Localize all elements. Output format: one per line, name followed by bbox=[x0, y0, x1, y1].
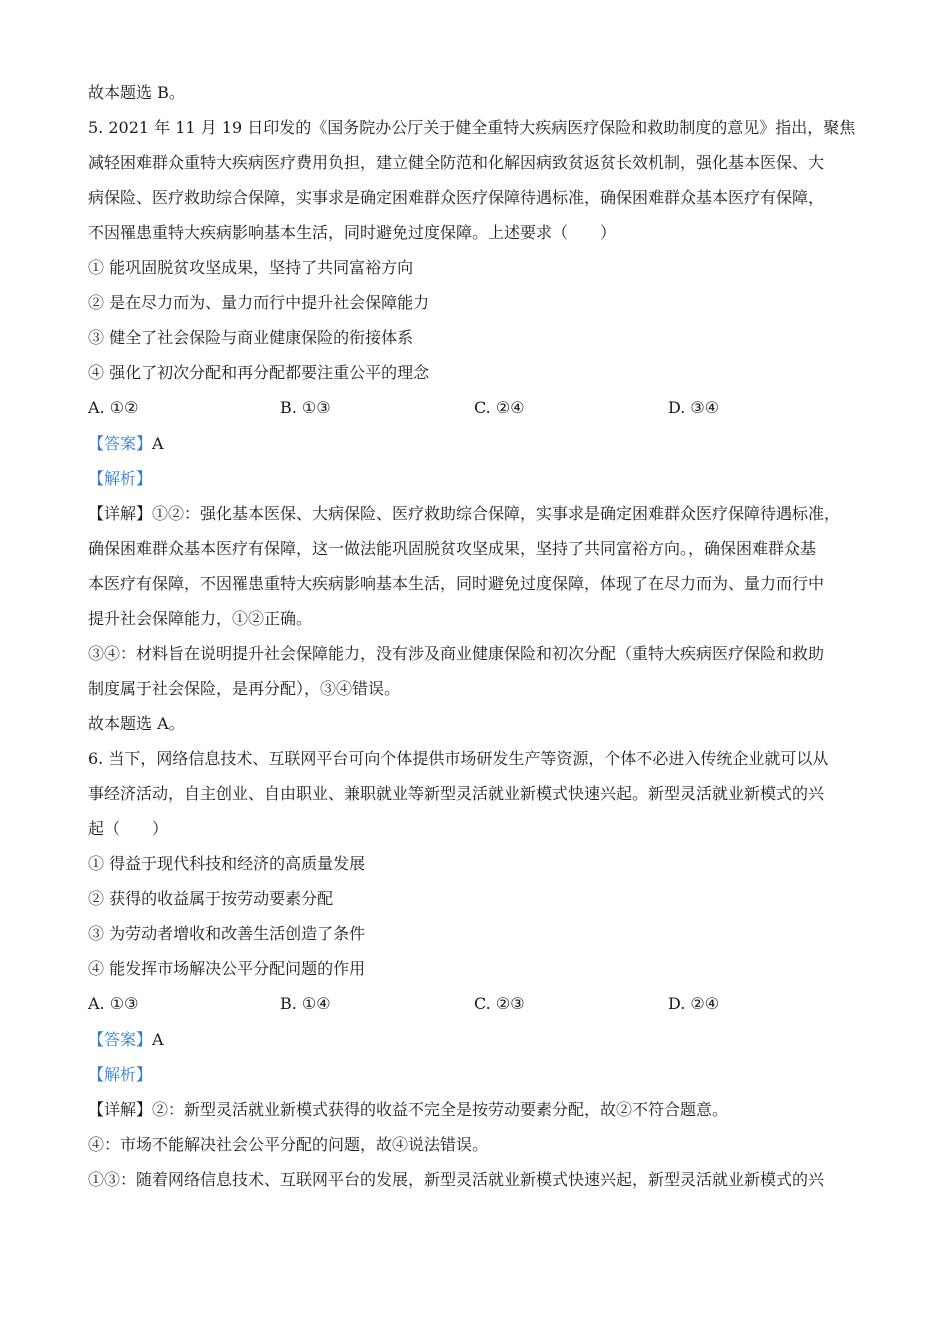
text-line: 事经济活动，自主创业、自由职业、兼职就业等新型灵活就业新模式快速兴起。新型灵活就业新模式的兴 bbox=[88, 784, 825, 803]
text-line: 起（ ） bbox=[88, 819, 169, 838]
answer-tag: 【答案】 bbox=[88, 1030, 153, 1049]
statement-3: ③ 为劳动者增收和改善生活创造了条件 bbox=[88, 924, 366, 943]
text-line: ①③：随着网络信息技术、互联网平台的发展，新型灵活就业新模式快速兴起，新型灵活就业新模式的兴 bbox=[88, 1170, 825, 1189]
detail-text: ②：新型灵活就业新模式获得的收益不完全是按劳动要素分配，故②不符合题意。 bbox=[152, 1100, 729, 1119]
detail-tag: 【详解】 bbox=[88, 504, 153, 523]
statement-3: ③ 健全了社会保险与商业健康保险的衔接体系 bbox=[88, 328, 414, 347]
q5-option-b: B. ①③ bbox=[280, 398, 331, 417]
statement-4: ④ 强化了初次分配和再分配都要注重公平的理念 bbox=[88, 363, 430, 382]
q6-answer bbox=[88, 1030, 164, 1050]
text-line: 提升社会保障能力，①②正确。 bbox=[88, 609, 313, 628]
q6-analysis bbox=[88, 1065, 152, 1085]
q5-answer bbox=[88, 434, 164, 454]
answer-tag: 【答案】 bbox=[88, 434, 153, 453]
detail-text: ①②：强化基本医保、大病保险、医疗救助综合保障，实事求是确定困难群众医疗保障待遇标准， bbox=[152, 504, 841, 523]
q5-option-c: C. ②④ bbox=[474, 398, 525, 417]
analysis-tag: 【解析】 bbox=[88, 469, 153, 488]
text-line: 故本题选 B。 bbox=[88, 83, 185, 102]
analysis-tag: 【解析】 bbox=[88, 1065, 153, 1084]
statement-1: ① 能巩固脱贫攻坚成果，坚持了共同富裕方向 bbox=[88, 258, 414, 277]
text-line: 确保困难群众基本医疗有保障，这一做法能巩固脱贫攻坚成果，坚持了共同富裕方向。，确保困难群众基 bbox=[88, 539, 817, 558]
q5-option-a: A. ①② bbox=[88, 398, 139, 417]
q5-option-d: D. ③④ bbox=[668, 398, 720, 417]
q5-analysis bbox=[88, 469, 152, 489]
text-line: 病保险、医疗救助综合保障，实事求是确定困难群众医疗保障待遇标准，确保困难群众基本医疗有保障， bbox=[88, 188, 825, 207]
text-line: 本医疗有保障，不因罹患重特大疾病影响基本生活，同时避免过度保障，体现了在尽力而为、量力而行中 bbox=[88, 574, 825, 593]
text-line: 不因罹患重特大疾病影响基本生活，同时避免过度保障。上述要求（ ） bbox=[88, 223, 617, 242]
text-line: 制度属于社会保险，是再分配），③④错误。 bbox=[88, 679, 401, 698]
statement-2: ② 获得的收益属于按劳动要素分配 bbox=[88, 889, 334, 908]
answer-value: A bbox=[152, 434, 164, 453]
text-line: 故本题选 A。 bbox=[88, 714, 185, 733]
q5-detail bbox=[88, 504, 840, 524]
statement-2: ② 是在尽力而为、量力而行中提升社会保障能力 bbox=[88, 293, 430, 312]
q6-option-d: D. ②④ bbox=[668, 994, 720, 1013]
statement-4: ④ 能发挥市场解决公平分配问题的作用 bbox=[88, 959, 366, 978]
q6-option-b: B. ①④ bbox=[280, 994, 331, 1013]
q6-option-c: C. ②③ bbox=[474, 994, 525, 1013]
text-line: ③④：材料旨在说明提升社会保障能力，没有涉及商业健康保险和初次分配（重特大疾病医疗保险和救助 bbox=[88, 644, 825, 663]
statement-1: ① 得益于现代科技和经济的高质量发展 bbox=[88, 854, 366, 873]
question-6-stem: 6. 当下，网络信息技术、互联网平台可向个体提供市场研发生产等资源，个体不必进入传统企业就可以从 bbox=[88, 749, 829, 768]
question-5-stem: 5. 2021 年 11 月 19 日印发的《国务院办公厅关于健全重特大疾病医疗保险和救助制度的意见》指出，聚焦 bbox=[88, 118, 856, 137]
text-line: 减轻困难群众重特大疾病医疗费用负担，建立健全防范和化解因病致贫返贫长效机制，强化基本医保、大 bbox=[88, 153, 825, 172]
detail-tag: 【详解】 bbox=[88, 1100, 153, 1119]
answer-value: A bbox=[152, 1030, 164, 1049]
text-line: ④：市场不能解决社会公平分配的问题，故④说法错误。 bbox=[88, 1135, 489, 1154]
q6-option-a: A. ①③ bbox=[88, 994, 139, 1013]
q6-detail bbox=[88, 1100, 728, 1120]
